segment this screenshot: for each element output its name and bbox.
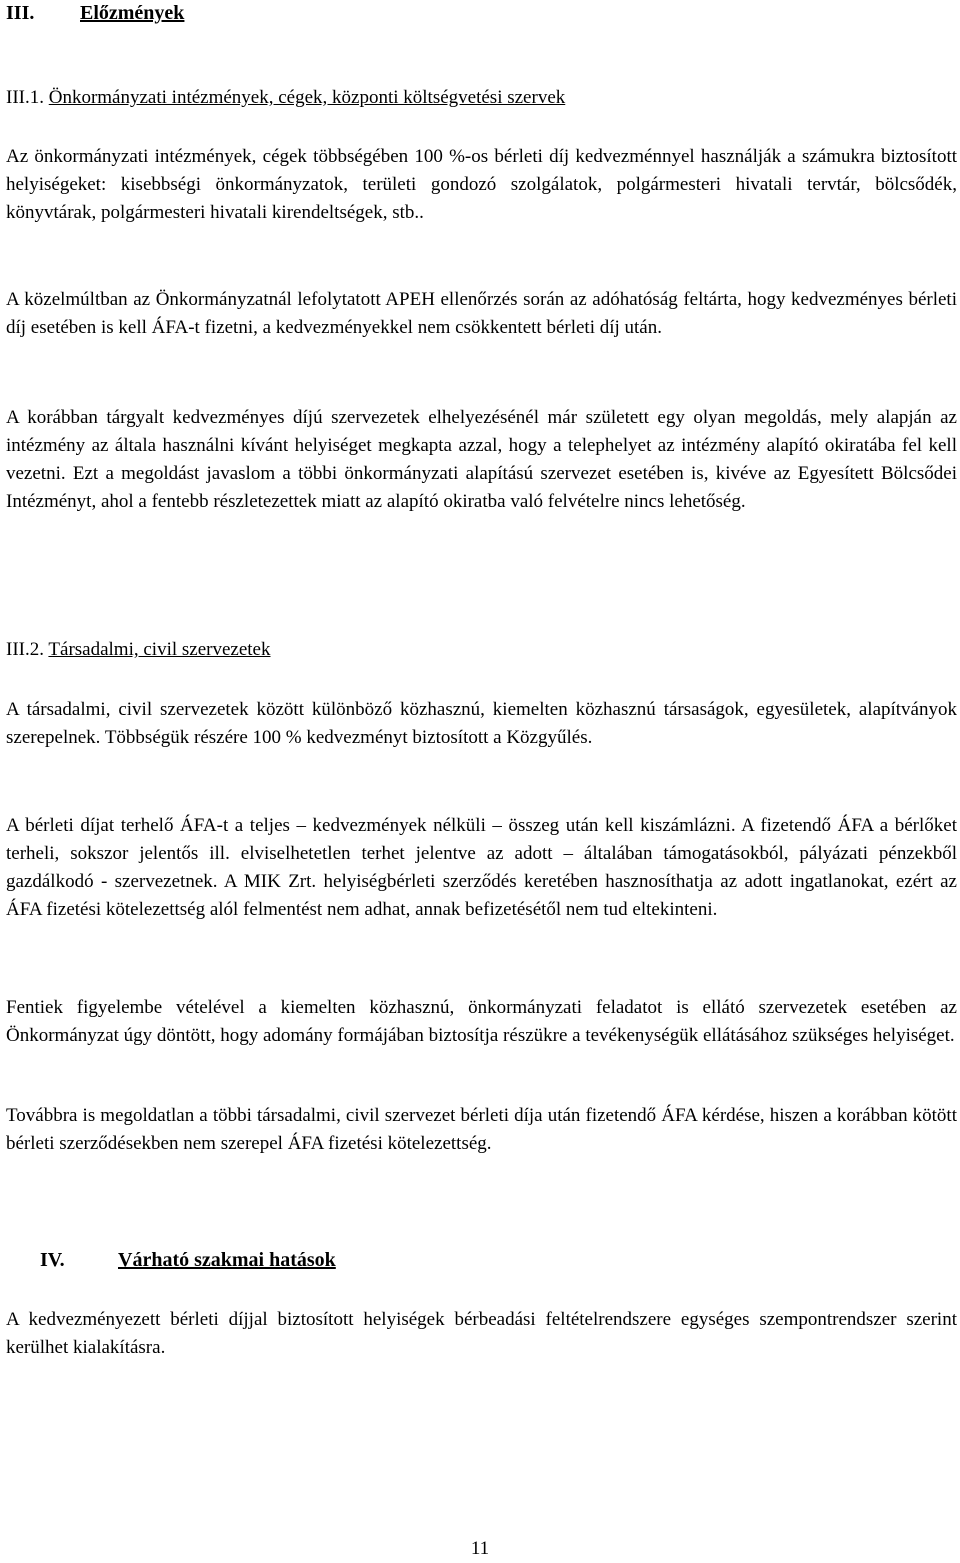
section-number: IV.	[40, 1249, 65, 1271]
section-heading-iii	[6, 0, 957, 28]
paragraph	[6, 404, 957, 516]
paragraph-text: Továbbra is megoldatlan a többi társadalmi, civil szervezet bérleti díja után fizetendő ÁFA kérdése, hiszen a korábban kötött bérleti szerződésekben nem szerepel ÁFA fizetési kötelezettség.	[6, 1105, 957, 1154]
paragraph-text: A társadalmi, civil szervezetek között különböző közhasznú, kiemelten közhasznú társaságok, egyesületek, alapítványok szerepelnek. Többségük részére 100 % kedvezményt biztosított a Közgyűlés.	[6, 699, 957, 748]
paragraph-text: Fentiek figyelembe vételével a kiemelten közhasznú, önkormányzati feladatot is ellátó szervezetek esetében az Önkormányzat úgy döntött, hogy adomány formájában biztosítja részükre a tevékenységük ellátásához szükséges helyiséget.	[6, 997, 957, 1046]
subsection-number: III.2.	[6, 639, 44, 660]
paragraph	[6, 1102, 957, 1158]
paragraph-text: A közelmúltban az Önkormányzatnál lefolytatott APEH ellenőrzés során az adóhatóság feltárta, hogy kedvezményes bérleti díj esetében is kell ÁFA-t fizetni, a kedvezményekkel nem csökkentett bérleti díj után.	[6, 289, 957, 338]
section-title: Várható szakmai hatások	[118, 1249, 336, 1271]
subsection-title: Önkormányzati intézmények, cégek, központi költségvetési szervek	[48, 87, 566, 108]
paragraph	[6, 994, 957, 1050]
section-heading-iv	[6, 1247, 957, 1275]
paragraph-text: Az önkormányzati intézmények, cégek többségében 100 %-os bérleti díj kedvezménnyel használják a számukra biztosított helyiségeket: kisebbségi önkormányzatok, területi gondozó szolgálatok, polgármesteri hivatali tervtár, bölcsődék, könyvtárak, polgármesteri hivatali kirendeltségek, stb..	[6, 146, 957, 223]
subsection-number: III.1.	[6, 87, 44, 108]
page-number: 11	[470, 1538, 490, 1559]
subsection-title: Társadalmi, civil szervezetek	[48, 639, 271, 660]
paragraph-text: A korábban tárgyalt kedvezményes díjú szervezetek elhelyezésénél már született egy olyan megoldás, mely alapján az intézmény az általa használni kívánt helyiséget megkapta azzal, hogy a telephelyet az intézmény alapító okiratába fel kell vezetni. Ezt a megoldást javaslom a többi önkormányzati alapítású szervezet esetében is, kivéve az Egyesített Bölcsődei Intézményt, ahol a fentebb részletezettek miatt az alapító okiratba való felvételre nincs lehetőség.	[6, 407, 957, 512]
paragraph	[6, 812, 957, 924]
subsection-heading-iii-2	[6, 636, 957, 664]
paragraph-text: A kedvezményezett bérleti díjjal biztosított helyiségek bérbeadási feltételrendszere egységes szempontrendszer szerint kerülhet kialakításra.	[6, 1309, 957, 1358]
paragraph	[6, 143, 957, 227]
paragraph	[6, 696, 957, 752]
paragraph-text: A bérleti díjat terhelő ÁFA-t a teljes – kedvezmények nélküli – összeg után kell kiszámlázni. A fizetendő ÁFA a bérlőket terheli, sokszor jelentős ill. elviselhetetlen terhet jelentve az adott – általában támogatásokból, pályázati pénzekből gazdálkodó - szervezetnek. A MIK Zrt. helyiségbérleti szerződés keretében hasznosíthatja az adott ingatlanokat, ezért az ÁFA fizetési kötelezettség alól felmentést nem adhat, annak befizetésétől nem tud eltekinteni.	[6, 815, 957, 920]
section-title: Előzmények	[80, 2, 185, 24]
paragraph	[6, 286, 957, 342]
subsection-heading-iii-1	[6, 84, 957, 112]
paragraph	[6, 1306, 957, 1362]
section-number: III.	[6, 2, 35, 24]
